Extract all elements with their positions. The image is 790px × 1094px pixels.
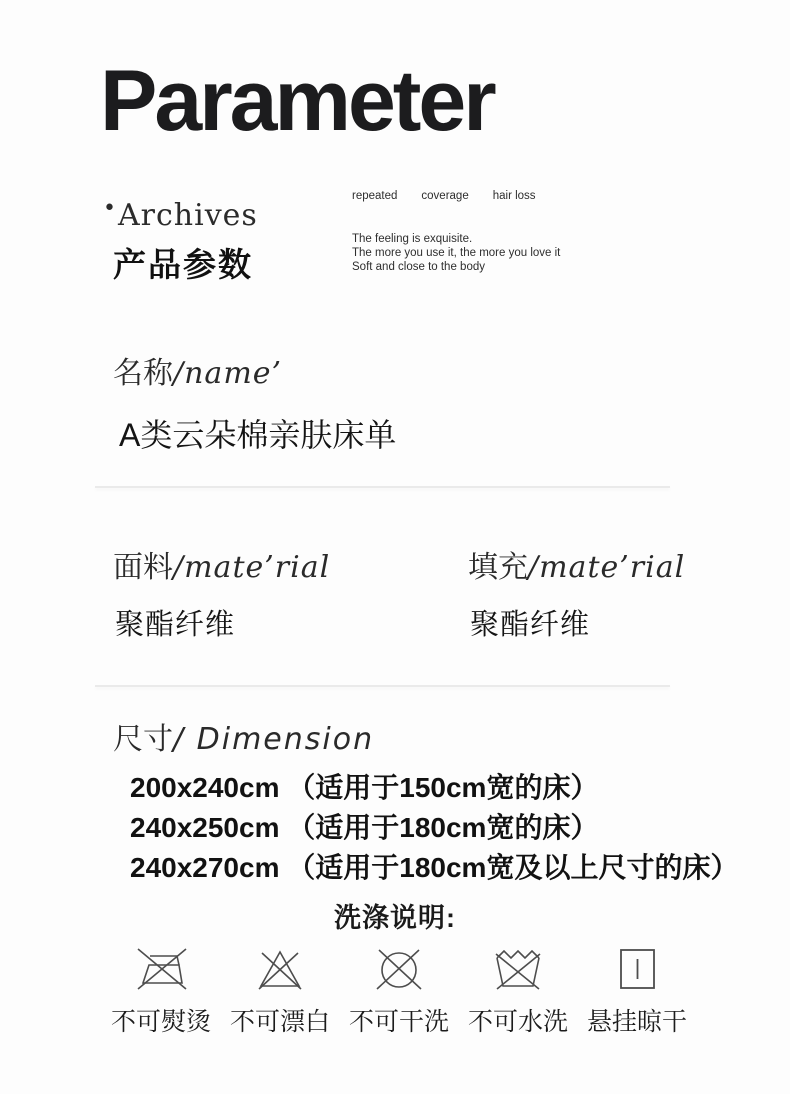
- filling-heading: [468, 542, 685, 586]
- tagline-line-2: The more you use it, the more you love it: [352, 247, 561, 259]
- care-label: 不可熨烫: [110, 1008, 211, 1036]
- fabric-value: 聚酯纤维: [115, 609, 236, 641]
- care-item-do-not-iron: [106, 944, 216, 1038]
- do-not-wash-icon: [487, 944, 549, 994]
- filling-value: 聚酯纤维: [470, 609, 591, 641]
- washing-instructions-title: 洗涤说明:: [334, 903, 456, 933]
- page-title: Parameter: [100, 53, 494, 149]
- do-not-iron-icon: [130, 944, 192, 994]
- filling-label-en: /mate’rial: [528, 550, 686, 585]
- subtitle-cn: 产品参数: [113, 246, 253, 283]
- size-line-3: 240x270cm （适用于180cm宽及以上尺寸的床）: [130, 852, 739, 883]
- keyword-coverage: coverage: [421, 190, 469, 202]
- section-filling: [468, 542, 685, 643]
- section-name: [113, 348, 396, 456]
- bullet-dot-icon: •: [103, 196, 117, 221]
- fabric-heading: [113, 542, 330, 586]
- care-label: 不可水洗: [467, 1008, 568, 1036]
- tagline: [352, 232, 582, 274]
- keywords-row: [352, 190, 582, 202]
- section-dimension: [113, 714, 738, 888]
- dimension-heading: [113, 714, 738, 758]
- divider-2: [95, 685, 670, 687]
- keyword-hair-loss: hair loss: [492, 190, 536, 202]
- care-label: 不可漂白: [229, 1008, 330, 1036]
- size-line-1: 200x240cm （适用于150cm宽的床）: [130, 772, 599, 803]
- tagline-line-1: The feeling is exquisite.: [352, 233, 473, 245]
- care-label: 不可干洗: [348, 1008, 449, 1036]
- filling-label-cn: 填充: [468, 550, 528, 585]
- keyword-repeated: repeated: [352, 190, 398, 202]
- fabric-label-cn: 面料: [113, 550, 173, 585]
- name-label-cn: 名称: [113, 356, 173, 391]
- header-info: [352, 190, 582, 274]
- dimension-label-en: / Dimension: [173, 722, 375, 757]
- size-list: [130, 768, 738, 888]
- name-heading: [113, 348, 396, 392]
- do-not-dry-clean-icon: [368, 944, 430, 994]
- care-item-hang-dry: [582, 944, 692, 1038]
- care-item-do-not-bleach: [225, 944, 335, 1038]
- hang-dry-icon: [606, 944, 668, 994]
- divider-1: [95, 486, 670, 488]
- name-label-en: /name’: [173, 356, 283, 391]
- fabric-label-en: /mate’rial: [173, 550, 331, 585]
- archives-label: Archives: [117, 198, 258, 233]
- product-name-value: A类云朵棉亲肤床单: [119, 417, 397, 453]
- tagline-line-3: Soft and close to the body: [352, 261, 485, 273]
- size-line-2: 240x250cm （适用于180cm宽的床）: [130, 812, 599, 843]
- care-item-do-not-dry-clean: [344, 944, 454, 1038]
- dimension-label-cn: 尺寸: [113, 722, 173, 757]
- care-item-do-not-wash: [463, 944, 573, 1038]
- care-label: 悬挂晾干: [586, 1008, 687, 1036]
- do-not-bleach-icon: [249, 944, 311, 994]
- section-fabric: [113, 542, 330, 643]
- archives-block: [103, 196, 258, 286]
- archives-heading: [103, 196, 258, 233]
- care-icons-row: [106, 944, 692, 1038]
